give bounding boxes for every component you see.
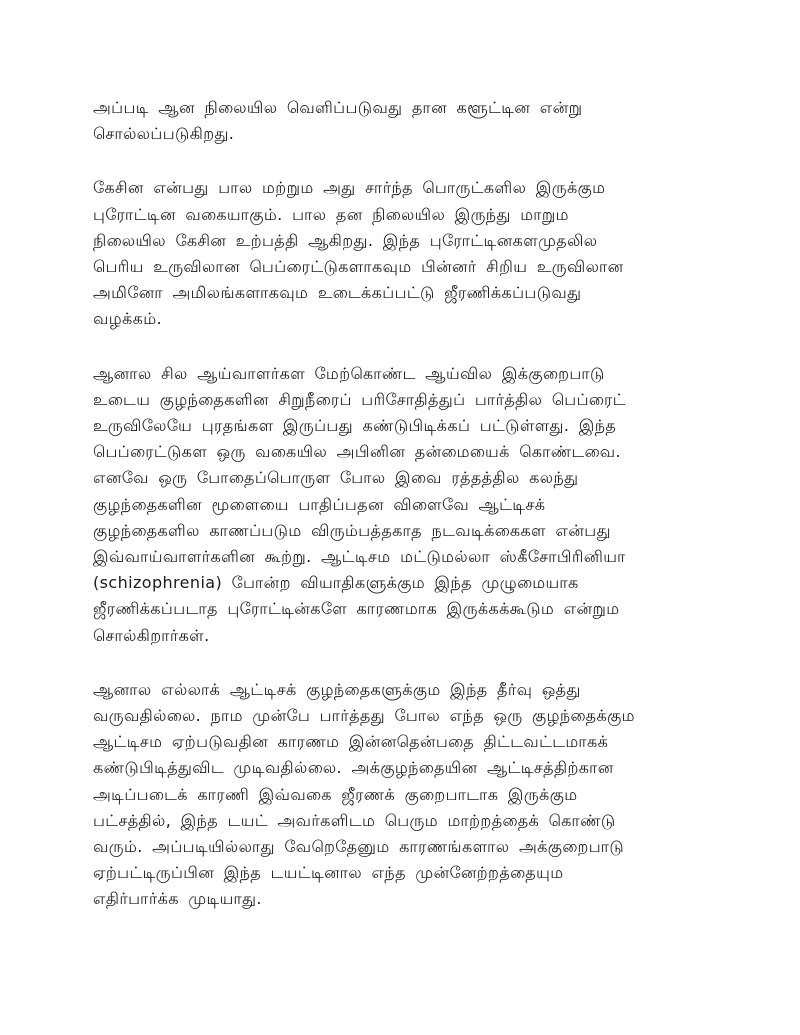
- paragraph-1: [93, 95, 705, 147]
- text-line: இவ்வாய்வாளர்களின கூற்று. ஆட்டிசம மட்டுமல்லா ஸ்கீசோபிரினியா: [93, 547, 626, 567]
- text-line: உருவிலேயே புரதங்கள இருப்பது கண்டுபிடிக்கப் பட்டுள்ளது. இந்த: [93, 416, 617, 436]
- text-line: வரும். அப்படியில்லாது வேறெதேனும காரணங்களால அக்குறைபாடு: [93, 837, 625, 857]
- paragraph-3: [93, 361, 705, 649]
- text-line: பெப்ரைட்டுகள ஒரு வகையில அபினின தன்மையைக் கொண்டவை.: [93, 442, 621, 462]
- text-line: உடைய குழந்தைகளின சிறுநீரைப் பரிசோதித்துப் பார்த்தில பெப்ரைட்: [93, 389, 626, 409]
- text-line: அடிப்படைக் காரணி இவ்வகை ஜீரணக் குறைபாடாக இருக்கும: [93, 784, 578, 804]
- document-page: [93, 95, 705, 941]
- text-line: அமினோ அமிலங்களாகவும உடைக்கப்பட்டு ஜீரணிக்கப்படுவது: [93, 283, 582, 303]
- paragraph-4: [93, 677, 705, 913]
- text-line: சொல்கிறார்கள்.: [93, 625, 210, 645]
- text-line: (schizophrenia) போன்ற வியாதிகளுக்கும இந்த முழுமையாக: [93, 573, 579, 593]
- text-line: புரோட்டின வகையாகும். பால தன நிலையில இருந்து மாறும: [93, 204, 569, 224]
- text-line: ஏற்பட்டிருப்பின இந்த டயட்டினால எந்த முன்னேற்றத்தையும: [93, 863, 564, 883]
- text-line: பெரிய உருவிலான பெப்ரைட்டுகளாகவும பின்னர் சிறிய உருவிலான: [93, 257, 624, 277]
- text-line: ஆட்டிசம ஏற்படுவதின காரணம இன்னதென்பதை திட்டவட்டமாகக்: [93, 732, 609, 752]
- text-line: குழந்தைகளின மூளையை பாதிப்பதன விளைவே ஆட்டிசக்: [93, 494, 546, 514]
- text-line: நிலையில கேசின உற்பத்தி ஆகிறது. இந்த புரோட்டினகளமுதலில: [93, 230, 598, 250]
- text-line: ஜீரணிக்கப்படாத புரோட்டின்களே காரணமாக இருக்கக்கூடும என்றும: [93, 599, 620, 619]
- text-line: ஆனால சில ஆய்வாளர்கள மேற்கொண்ட ஆய்வில இக்குறைபாடு: [93, 363, 605, 383]
- text-line: குழந்தைகளில காணப்படும விரும்பத்தகாத நடவடிக்கைகள என்பது: [93, 520, 611, 540]
- text-line: அப்படி ஆன நிலையில வெளிப்படுவது தான களூட்டின என்று: [93, 98, 583, 117]
- text-line: ஆனால எல்லாக் ஆட்டிசக் குழந்தைகளுக்கும இந்த தீர்வு ஒத்து: [93, 679, 581, 699]
- text-line: கண்டுபிடித்துவிட முடிவதில்லை. அக்குழந்தையின ஆட்டிசத்திற்கான: [93, 758, 614, 778]
- text-line: எதிர்பார்க்க முடியாது.: [93, 889, 262, 909]
- text-line: எனவே ஒரு போதைப்பொருள போல இவை ரத்தத்தில கலந்து: [93, 468, 579, 488]
- text-line: வழக்கம்.: [93, 309, 163, 329]
- text-line: சொல்லப்படுகிறது.: [93, 124, 235, 144]
- text-line: வருவதில்லை. நாம முன்பே பார்த்தது போல எந்த ஒரு குழந்தைக்கும: [93, 706, 635, 726]
- text-line: பட்சத்தில், இந்த டயட் அவர்களிடம பெரும மாற்றத்தைக் கொண்டு: [93, 810, 616, 830]
- text-line: கேசின என்பது பால மற்றும அது சார்ந்த பொருட்களில இருக்கும: [93, 178, 606, 198]
- paragraph-2: [93, 175, 705, 332]
